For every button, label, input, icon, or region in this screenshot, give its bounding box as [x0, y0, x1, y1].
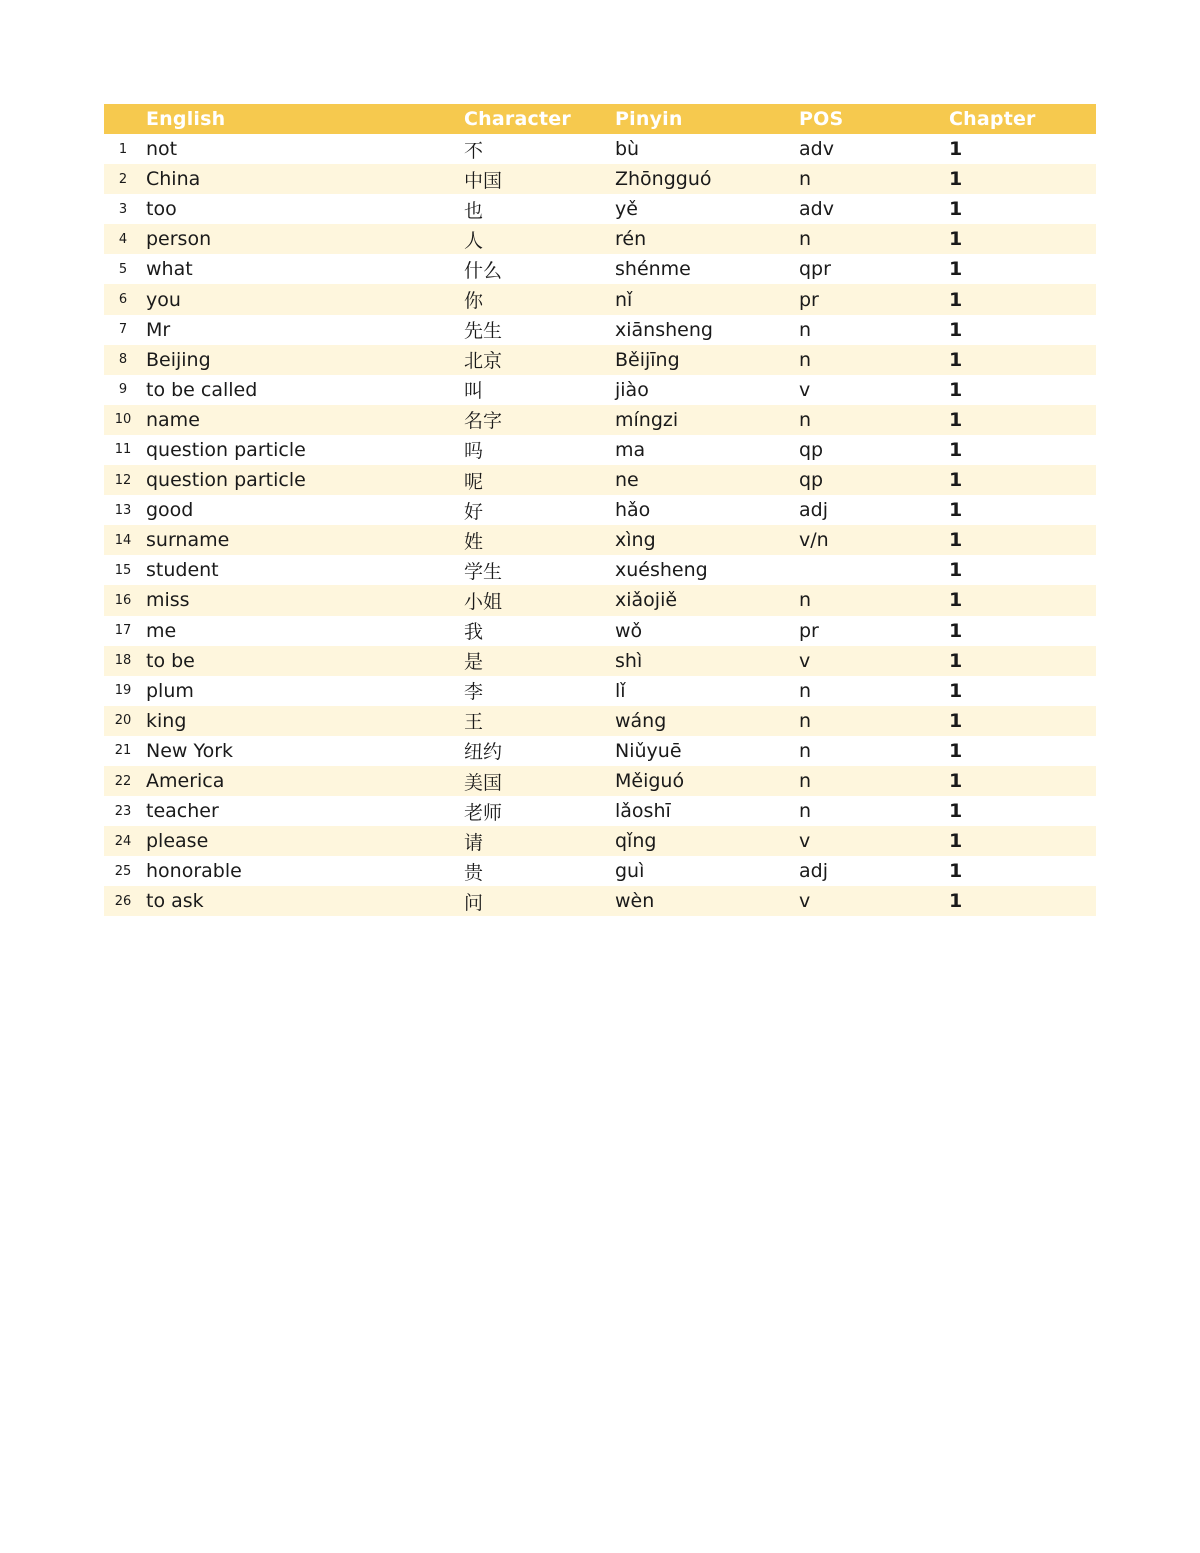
table-row — [104, 555, 1096, 585]
pos-cell: n — [799, 589, 812, 612]
english-cell: person — [146, 228, 212, 251]
pinyin-cell: nǐ — [615, 288, 633, 311]
character-cell: 贵 — [464, 861, 484, 884]
pos-cell: v/n — [799, 529, 829, 552]
row-number: 23 — [114, 803, 132, 819]
english-cell: to be called — [146, 378, 258, 401]
table-row — [104, 495, 1096, 525]
english-cell: what — [146, 258, 193, 281]
english-cell: miss — [146, 589, 190, 612]
english-cell: me — [146, 619, 177, 642]
pos-cell: pr — [799, 619, 819, 642]
pinyin-cell: hǎo — [615, 499, 651, 522]
chapter-cell: 1 — [949, 288, 963, 311]
table-row — [104, 525, 1096, 555]
character-cell: 叫 — [464, 380, 484, 403]
english-cell: China — [146, 168, 201, 191]
vocabulary-table — [104, 104, 1096, 916]
english-cell: to be — [146, 649, 195, 672]
character-cell: 李 — [464, 681, 484, 704]
table-row — [104, 254, 1096, 284]
chapter-cell: 1 — [949, 559, 963, 582]
header-pinyin: Pinyin — [615, 108, 683, 130]
english-cell: honorable — [146, 860, 242, 883]
english-cell: teacher — [146, 800, 219, 823]
pos-cell: n — [799, 679, 812, 702]
row-number: 7 — [118, 322, 128, 338]
pos-cell: v — [799, 649, 811, 672]
english-cell: surname — [146, 529, 230, 552]
row-number: 9 — [118, 382, 128, 398]
row-number: 18 — [114, 653, 132, 669]
chapter-cell: 1 — [949, 408, 963, 431]
row-number: 24 — [114, 833, 132, 849]
pos-cell: adv — [799, 198, 834, 221]
header-num — [104, 104, 142, 134]
english-cell: America — [146, 770, 225, 793]
pinyin-cell: wèn — [615, 890, 655, 913]
pos-cell: pr — [799, 288, 819, 311]
chapter-cell: 1 — [949, 138, 963, 161]
english-cell: please — [146, 830, 209, 853]
table-row — [104, 796, 1096, 826]
pinyin-cell: ne — [615, 469, 639, 492]
table-row — [104, 405, 1096, 435]
table-row — [104, 585, 1096, 615]
table-row — [104, 676, 1096, 706]
english-cell: to ask — [146, 890, 204, 913]
pos-cell: qpr — [799, 258, 831, 281]
pinyin-cell: xuésheng — [615, 559, 708, 582]
english-cell: not — [146, 138, 178, 161]
english-cell: too — [146, 198, 177, 221]
chapter-cell: 1 — [949, 438, 963, 461]
chapter-cell: 1 — [949, 860, 963, 883]
table-row — [104, 375, 1096, 405]
table-row — [104, 224, 1096, 254]
row-number: 1 — [118, 141, 128, 157]
chapter-cell: 1 — [949, 228, 963, 251]
pinyin-cell: ma — [615, 438, 646, 461]
character-cell: 名字 — [464, 410, 503, 433]
character-cell: 什么 — [464, 259, 503, 282]
chapter-cell: 1 — [949, 770, 963, 793]
row-number: 11 — [114, 442, 132, 458]
pinyin-cell: yě — [615, 198, 638, 221]
pinyin-cell: xiǎojiě — [615, 589, 678, 612]
character-cell: 请 — [464, 831, 484, 854]
character-cell: 老师 — [464, 801, 503, 824]
character-cell: 是 — [464, 651, 484, 674]
row-number: 12 — [114, 472, 132, 488]
character-cell: 问 — [464, 891, 484, 914]
table-row — [104, 345, 1096, 375]
row-number: 21 — [114, 743, 132, 759]
character-cell: 小姐 — [464, 590, 503, 613]
english-cell: you — [146, 288, 181, 311]
character-cell: 呢 — [464, 470, 484, 493]
chapter-cell: 1 — [949, 198, 963, 221]
pos-cell: n — [799, 770, 812, 793]
row-number: 26 — [114, 893, 132, 909]
row-number: 2 — [118, 171, 128, 187]
header-english: English — [146, 108, 226, 130]
pos-cell: adv — [799, 138, 834, 161]
character-cell: 纽约 — [464, 741, 503, 764]
table-row — [104, 194, 1096, 224]
row-number: 25 — [114, 863, 132, 879]
row-number: 4 — [118, 231, 128, 247]
table-row — [104, 706, 1096, 736]
table-row — [104, 856, 1096, 886]
english-cell: question particle — [146, 469, 306, 492]
pinyin-cell: xiānsheng — [615, 318, 713, 341]
pinyin-cell: Niǔyuē — [615, 739, 682, 762]
character-cell: 好 — [464, 500, 484, 523]
row-number: 15 — [114, 562, 132, 578]
character-cell: 吗 — [464, 440, 484, 463]
row-number: 8 — [118, 352, 128, 368]
pinyin-cell: bù — [615, 138, 640, 161]
table-row — [104, 435, 1096, 465]
pos-cell: v — [799, 890, 811, 913]
pinyin-cell: rén — [615, 228, 647, 251]
character-cell: 我 — [464, 621, 484, 644]
pinyin-cell: shì — [615, 649, 643, 672]
pos-cell: n — [799, 800, 812, 823]
row-number: 19 — [114, 683, 132, 699]
character-cell: 人 — [464, 229, 484, 252]
chapter-cell: 1 — [949, 529, 963, 552]
header-character: Character — [464, 108, 571, 130]
english-cell: Beijing — [146, 348, 211, 371]
table-row — [104, 284, 1096, 314]
pinyin-cell: Měiguó — [615, 770, 685, 793]
pos-cell: qp — [799, 469, 824, 492]
pos-cell — [795, 555, 945, 585]
pinyin-cell: guì — [615, 860, 645, 883]
chapter-cell: 1 — [949, 258, 963, 281]
pos-cell: n — [799, 709, 812, 732]
table-row — [104, 465, 1096, 495]
character-cell: 王 — [464, 711, 484, 734]
pos-cell: adj — [799, 860, 828, 883]
pinyin-cell: shénme — [615, 258, 691, 281]
chapter-cell: 1 — [949, 890, 963, 913]
header-chapter: Chapter — [949, 108, 1036, 130]
chapter-cell: 1 — [949, 649, 963, 672]
chapter-cell: 1 — [949, 318, 963, 341]
row-number: 10 — [114, 412, 132, 428]
character-cell: 先生 — [464, 320, 503, 343]
character-cell: 学生 — [464, 560, 503, 583]
pos-cell: n — [799, 168, 812, 191]
character-cell: 北京 — [464, 350, 503, 373]
chapter-cell: 1 — [949, 589, 963, 612]
row-number: 22 — [114, 773, 132, 789]
chapter-cell: 1 — [949, 709, 963, 732]
character-cell: 不 — [464, 139, 484, 162]
row-number: 16 — [114, 592, 132, 608]
english-cell: New York — [146, 739, 234, 762]
english-cell: student — [146, 559, 219, 582]
chapter-cell: 1 — [949, 619, 963, 642]
table-row — [104, 646, 1096, 676]
header-row — [104, 104, 1096, 134]
pos-cell: v — [799, 830, 811, 853]
pinyin-cell: qǐng — [615, 830, 657, 853]
row-number: 5 — [118, 261, 128, 277]
chapter-cell: 1 — [949, 378, 963, 401]
header-pos: POS — [799, 108, 844, 130]
row-number: 17 — [114, 623, 132, 639]
pinyin-cell: Běijīng — [615, 348, 680, 371]
table-row — [104, 766, 1096, 796]
pos-cell: qp — [799, 438, 824, 461]
row-number: 3 — [118, 201, 128, 217]
table-row — [104, 826, 1096, 856]
english-cell: Mr — [146, 318, 171, 341]
table-row — [104, 315, 1096, 345]
pos-cell: n — [799, 408, 812, 431]
character-cell: 也 — [464, 199, 484, 222]
pinyin-cell: lǐ — [615, 679, 626, 702]
chapter-cell: 1 — [949, 800, 963, 823]
row-number: 20 — [114, 713, 132, 729]
pos-cell: n — [799, 739, 812, 762]
chapter-cell: 1 — [949, 739, 963, 762]
table-row — [104, 886, 1096, 916]
pos-cell: adj — [799, 499, 828, 522]
chapter-cell: 1 — [949, 679, 963, 702]
table-body — [104, 134, 1096, 916]
row-number: 6 — [118, 292, 128, 308]
pinyin-cell: lǎoshī — [615, 800, 671, 823]
table-row — [104, 616, 1096, 646]
character-cell: 你 — [464, 290, 484, 313]
english-cell: name — [146, 408, 200, 431]
chapter-cell: 1 — [949, 830, 963, 853]
pos-cell: v — [799, 378, 811, 401]
pos-cell: n — [799, 348, 812, 371]
chapter-cell: 1 — [949, 348, 963, 371]
pinyin-cell: jiào — [615, 378, 649, 401]
table-row — [104, 736, 1096, 766]
english-cell: plum — [146, 679, 194, 702]
table-header — [104, 104, 1096, 134]
pinyin-cell: xìng — [615, 529, 656, 552]
english-cell: question particle — [146, 438, 306, 461]
pinyin-cell: wǒ — [615, 619, 643, 642]
chapter-cell: 1 — [949, 499, 963, 522]
english-cell: king — [146, 709, 187, 732]
table-row — [104, 134, 1096, 164]
pinyin-cell: Zhōngguó — [615, 168, 712, 191]
english-cell: good — [146, 499, 194, 522]
character-cell: 美国 — [464, 771, 503, 794]
chapter-cell: 1 — [949, 168, 963, 191]
row-number: 13 — [114, 502, 132, 518]
pos-cell: n — [799, 228, 812, 251]
row-number: 14 — [114, 532, 132, 548]
pos-cell: n — [799, 318, 812, 341]
pinyin-cell: míngzi — [615, 408, 679, 431]
character-cell: 姓 — [464, 530, 484, 553]
chapter-cell: 1 — [949, 469, 963, 492]
pinyin-cell: wáng — [615, 709, 667, 732]
character-cell: 中国 — [464, 169, 503, 192]
table-row — [104, 164, 1096, 194]
